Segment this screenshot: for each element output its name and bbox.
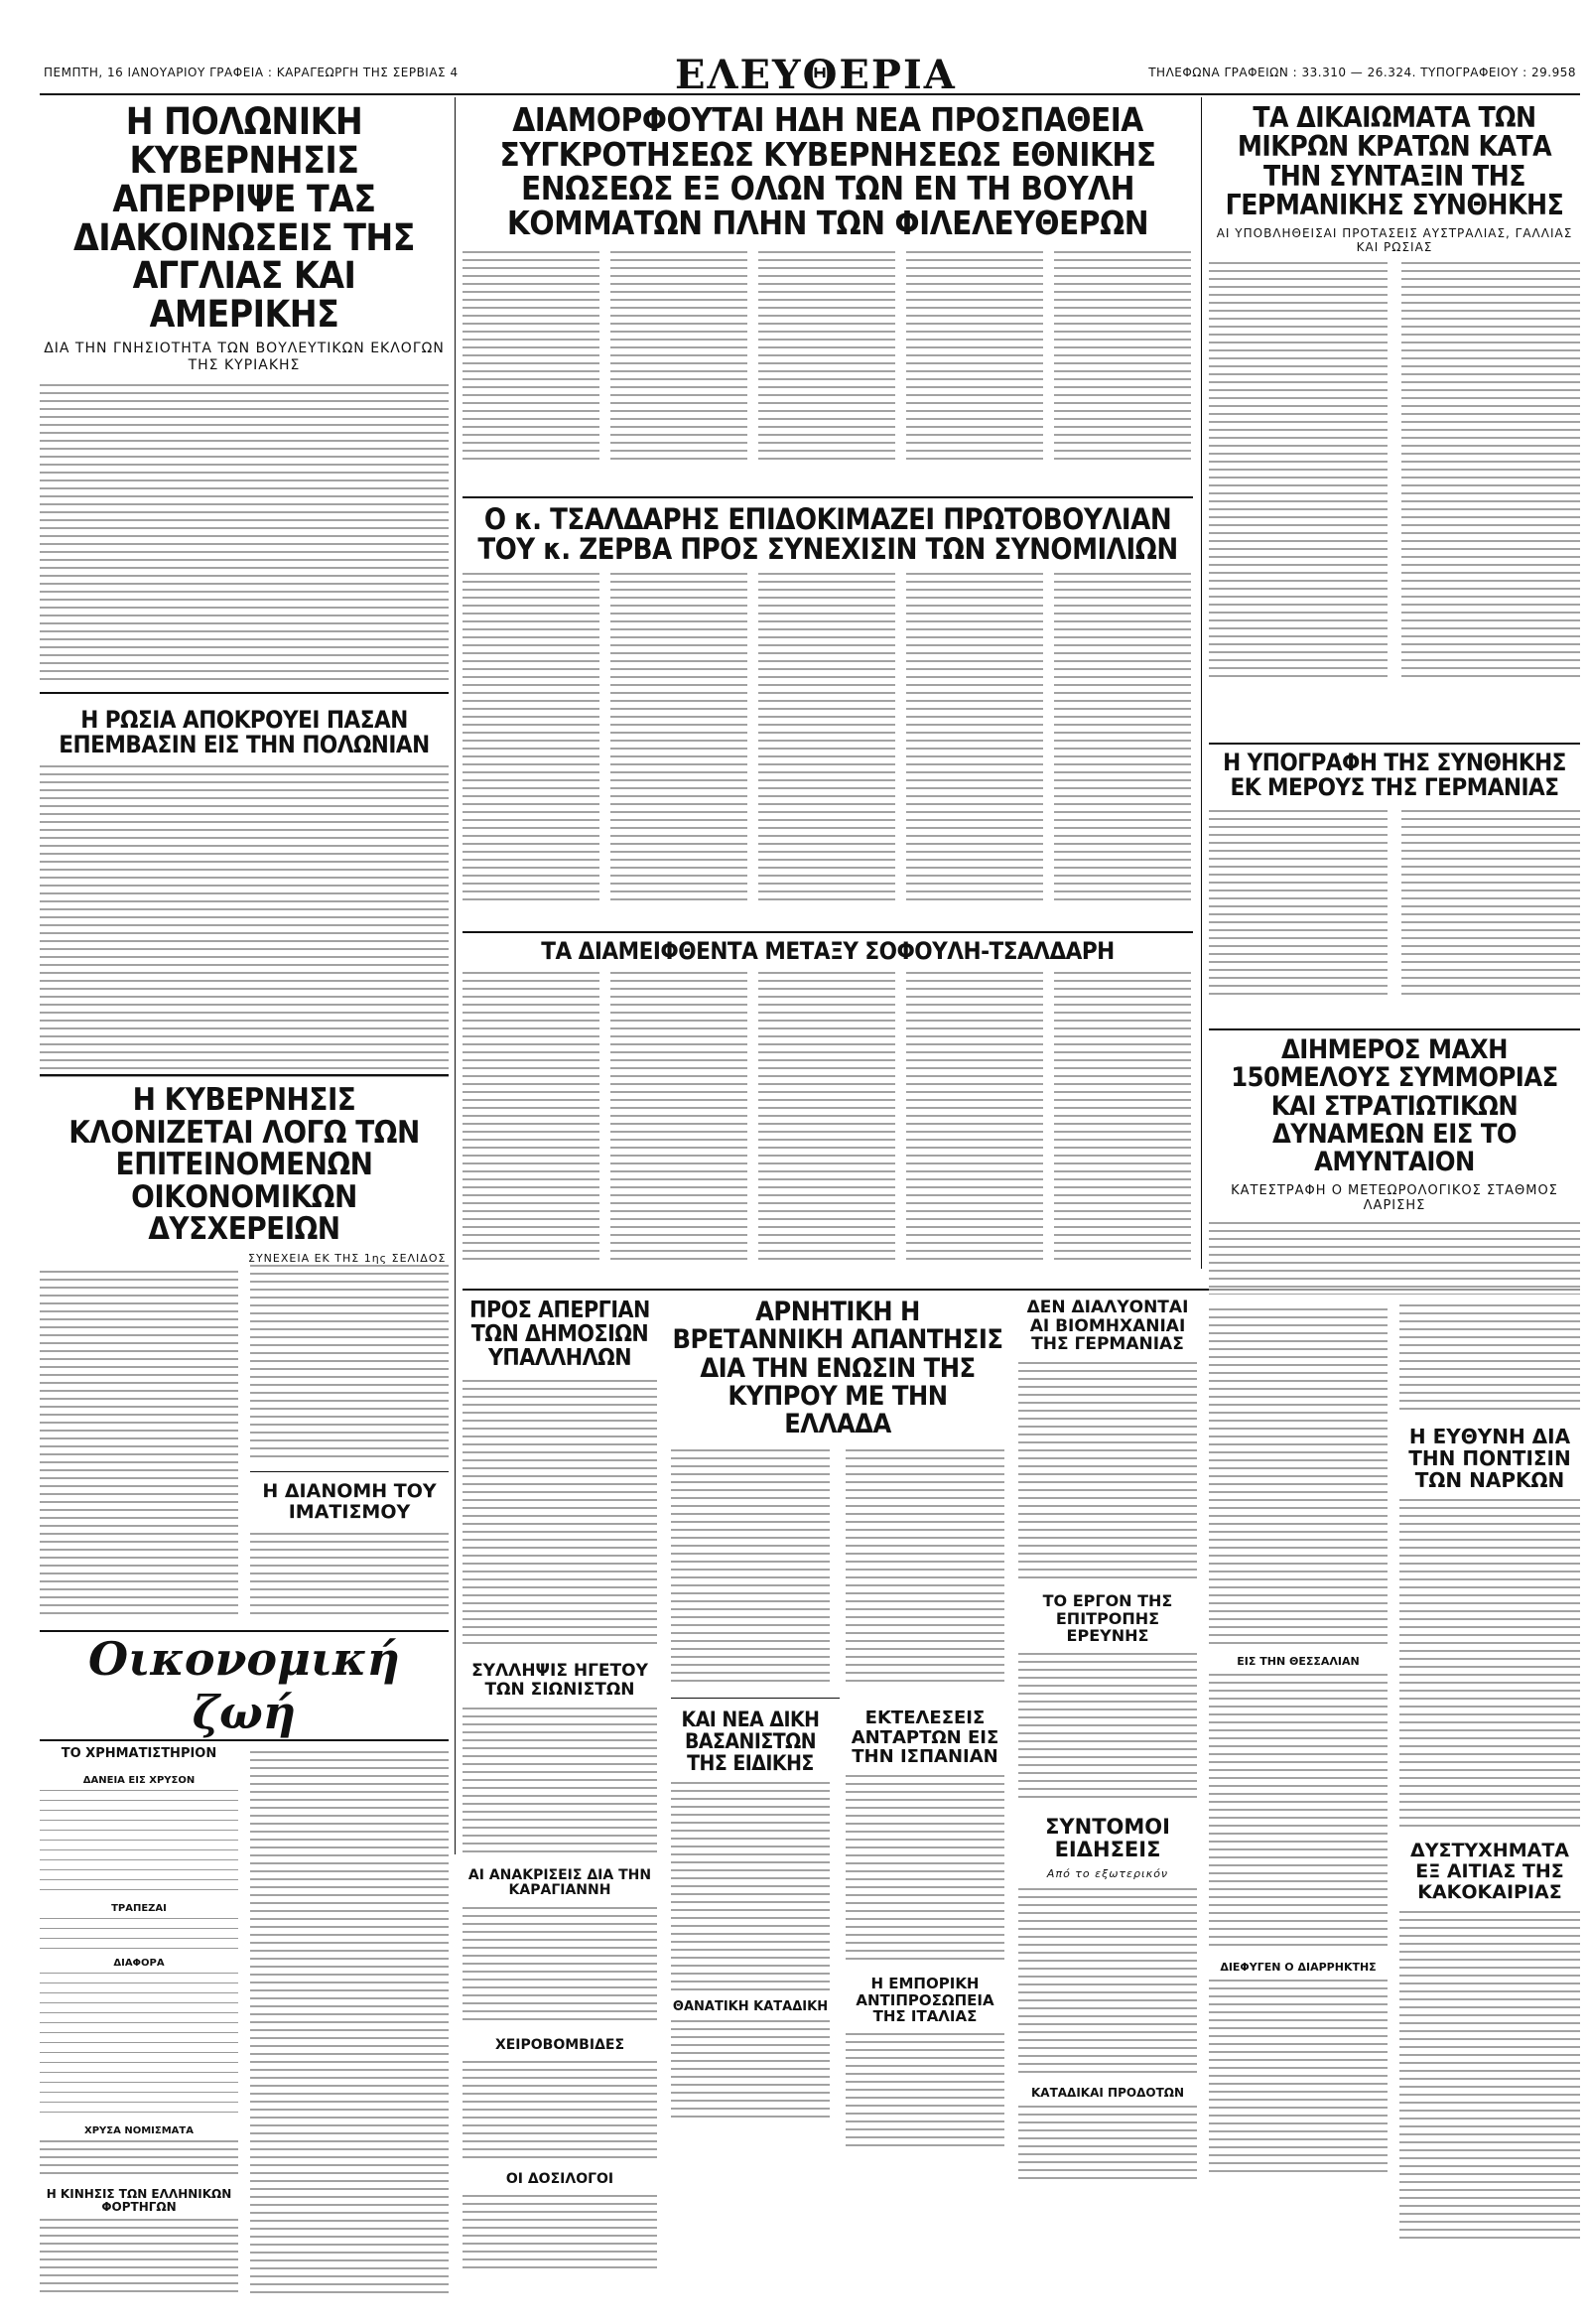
headline: Η ΕΜΠΟΡΙΚΗ ΑΝΤΙΠΡΟΣΩΠΕΙΑ ΤΗΣ ΙΤΑΛΙΑΣ (856, 1975, 994, 2026)
article-body (610, 251, 747, 460)
divider (40, 692, 449, 694)
article-tortures (671, 1709, 830, 2119)
article-columns (463, 573, 1193, 910)
gold-coins-title: ΧΡΥΣΑ ΝΟΜΙΣΜΑΤΑ (84, 2125, 194, 2137)
data-table (40, 1973, 238, 2121)
masthead-phones: ΤΗΛΕΦΩΝΑ ΓΡΑΦΕΙΩΝ : 33.310 — 26.324. ΤΥΠΟΓΡΑΦΕΙΟΥ : 29.958 (1148, 66, 1576, 79)
headline: ΚΑΤΑΔΙΚΑΙ ΠΡΟΔΟΤΩΝ (1031, 2086, 1184, 2101)
subheadline: ΔΙΑ ΤΗΝ ΓΝΗΣΙΟΤΗΤΑ ΤΩΝ ΒΟΥΛΕΥΤΙΚΩΝ ΕΚΛΟΓΩΝ ΤΗΣ ΚΥΡΙΑΚΗΣ (44, 341, 445, 373)
freight-title: Η ΚΙΝΗΣΙΣ ΤΩΝ ΕΛΛΗΝΙΚΩΝ ΦΟΡΤΗΓΩΝ (46, 2187, 232, 2215)
column-divider (455, 97, 456, 1854)
article-body (40, 1271, 238, 1620)
article-government (40, 1084, 449, 1620)
divider (463, 931, 1193, 933)
headline: ΔΕΝ ΔΙΑΛΥΟΝΤΑΙ ΑΙ ΒΙΟΜΗΧΑΝΙΑΙ ΤΗΣ ΓΕΡΜΑΝΙΑΣ (1026, 1299, 1189, 1355)
column-pontians (1399, 1299, 1580, 2301)
article-body (463, 1907, 657, 2026)
article-body (1209, 262, 1388, 679)
article-columns (1209, 262, 1580, 699)
headline: ΑΙ ΑΝΑΚΡΙΣΕΙΣ ΔΙΑ ΤΗΝ ΚΑΡΑΓΙΑΝΝΗ (467, 1866, 652, 1899)
headline: ΠΡΟΣ ΑΠΕΡΓΙΑΝ ΤΩΝ ΔΗΜΟΣΙΩΝ ΥΠΑΛΛΗΛΩΝ (469, 1299, 650, 1372)
article-columns (40, 1265, 449, 1620)
economy-section (40, 1630, 449, 2295)
headline: ΤΑ ΔΙΚΑΙΩΜΑΤΑ ΤΩΝ ΜΙΚΡΩΝ ΚΡΑΤΩΝ ΚΑΤΑ ΤΗΝ ΣΥΝΤΑΞΙΝ ΤΗΣ ΓΕΡΜΑΝΙΚΗΣ ΣΥΝΘΗΚΗΣ (1225, 103, 1564, 222)
divider (250, 1471, 449, 1472)
headline: ΣΥΝΤΟΜΟΙ ΕΙΔΗΣΕΙΣ (1045, 1814, 1170, 1861)
headline: ΣΥΛΛΗΨΙΣ ΗΓΕΤΟΥ ΤΩΝ ΣΙΩΝΙΣΤΩΝ (471, 1661, 648, 1701)
subheadline: ΚΑΤΕΣΤΡΑΦΗ Ο ΜΕΤΕΩΡΟΛΟΓΙΚΟΣ ΣΤΑΘΜΟΣ ΛΑΡΙΣΗΣ (1231, 1182, 1558, 1214)
article-body (1054, 972, 1191, 1260)
economy-columns (40, 1741, 449, 2295)
article-treaty (1209, 751, 1580, 1028)
headline: Η ΔΙΑΝΟΜΗ ΤΟΥ ΙΜΑΤΙΣΜΟΥ (262, 1479, 437, 1523)
article-body (1018, 2106, 1197, 2185)
article-body (250, 1751, 449, 2295)
headline: Ο κ. ΤΣΑΛΔΑΡΗΣ ΕΠΙΔΟΚΙΜΑΖΕΙ ΠΡΩΤΟΒΟΥΛΙΑΝ ΤΟΥ κ. ΖΕΡΒΑ ΠΡΟΣ ΣΥΝΕΧΙΣΙΝ ΤΩΝ ΣΥΝΟΜΙΛΙΩΝ (477, 504, 1178, 567)
article-body (1399, 1499, 1580, 1827)
article-body (1399, 1304, 1580, 1414)
column-divider (1201, 97, 1202, 1269)
article-body (463, 1708, 657, 1856)
divider (1209, 1028, 1580, 1030)
headline: ΕΙΣ ΤΗΝ ΘΕΣΣΑΛΙΑΝ (1237, 1655, 1360, 1668)
article-body (463, 2195, 657, 2274)
article-body (758, 972, 895, 1260)
article-body (906, 251, 1043, 460)
article-body (1209, 1222, 1580, 1295)
article-body (1054, 573, 1191, 900)
exchange-tables (40, 1747, 238, 2295)
headline: ΕΚΤΕΛΕΣΕΙΣ ΑΝΤΑΡΤΩΝ ΕΙΣ ΤΗΝ ΙΣΠΑΝΙΑΝ (851, 1707, 999, 1768)
article-body (1209, 1980, 1388, 2178)
newspaper-title: ΕΛΕΥΘΕΡΙΑ (675, 52, 957, 98)
main-headline: ΔΙΑΜΟΡΦΟΥΤΑΙ ΗΔΗ ΝΕΑ ΠΡΟΣΠΑΘΕΙΑ ΣΥΓΚΡΟΤΗΣΕΩΣ ΚΥΒΕΡΝΗΣΕΩΣ ΕΘΝΙΚΗΣ ΕΝΩΣΕΩΣ ΕΞ ΟΛΩΝ ΤΩΝ ΕΝ ΤΗ ΒΟΥΛΗ ΚΟΜΜΑΤΩΝ ΠΛΗΝ ΤΩΝ ΦΙΛΕΛΕΥΘΕΡΩΝ (499, 103, 1156, 242)
headline: ΤΑ ΔΙΑΜΕΙΦΘΕΝΤΑ ΜΕΤΑΞΥ ΣΟΦΟΥΛΗ-ΤΣΑΛΔΑΡΗ (541, 939, 1115, 965)
data-table (40, 1918, 238, 1954)
article-body (671, 1782, 830, 1990)
article-body (1209, 810, 1388, 999)
column-cyprus (671, 1299, 1004, 2301)
article-body (1401, 810, 1580, 999)
section-title: Οικονομική ζωή (88, 1632, 400, 1739)
headline: Η ΥΠΟΓΡΑΦΗ ΤΗΣ ΣΥΝΘΗΚΗΣ ΕΚ ΜΕΡΟΥΣ ΤΗΣ ΓΕΡΜΑΝΙΑΣ (1223, 751, 1566, 802)
article-body (463, 251, 599, 460)
headline: ΧΕΙΡΟΒΟΜΒΙΔΕΣ (494, 2036, 625, 2053)
article-body (846, 2033, 1004, 2152)
article-body (40, 765, 449, 1083)
exchange-title: ΤΟ ΧΡΗΜΑΤΙΣΤΗΡΙΟΝ (61, 1746, 217, 1761)
article-main (463, 103, 1193, 490)
continued-note: ΣΥΝΕΧΕΙΑ ΕΚ ΤΗΣ 1ης ΣΕΛΙΔΟΣ (248, 1251, 447, 1265)
article-body (1018, 1653, 1197, 1802)
column-germany (1018, 1299, 1197, 2301)
headline: ΔΙΗΜΕΡΟΣ ΜΑΧΗ 150ΜΕΛΟΥΣ ΣΥΜΜΟΡΙΑΣ ΚΑΙ ΣΤΡΑΤΙΩΤΙΚΩΝ ΔΥΝΑΜΕΩΝ ΕΙΣ ΤΟ ΑΜΥΝΤΑΙΟΝ (1231, 1036, 1558, 1178)
masthead-date-address: ΠΕΜΠΤΗ, 16 ΙΑΝΟΥΑΡΙΟΥ ΓΡΑΦΕΙΑ : ΚΑΡΑΓΕΩΡΓΗ ΤΗΣ ΣΕΡΒΙΑΣ 4 (44, 66, 459, 79)
article-body (906, 972, 1043, 1260)
banks-title: ΤΡΑΠΕΖΑΙ (111, 1903, 167, 1915)
article-body (1054, 251, 1191, 460)
divider (1209, 743, 1580, 745)
article-body (1209, 1674, 1388, 1952)
headline: ΟΙ ΔΟΣΙΛΟΓΟΙ (505, 2170, 614, 2187)
article-columns (671, 1449, 1004, 1698)
article-body (846, 1449, 1004, 1688)
gold-loans-title: ΔΑΝΕΙΑ ΕΙΣ ΧΡΥΣΟΝ (82, 1775, 196, 1787)
article-body (250, 1265, 449, 1463)
divider (40, 1074, 449, 1076)
article-body (463, 573, 599, 900)
article-columns (463, 251, 1193, 470)
headline: ΚΑΙ ΝΕΑ ΔΙΚΗ ΒΑΣΑΝΙΣΤΩΝ ΤΗΣ ΕΙΔΙΚΗΣ (681, 1707, 820, 1775)
column-thessaly (1209, 1299, 1388, 2301)
headline: ΔΙΕΦΥΓΕΝ Ο ΔΙΑΡΡΗΚΤΗΣ (1220, 1961, 1377, 1975)
article-body (250, 1533, 449, 1620)
article-tsaldaris (463, 504, 1193, 971)
article-body (846, 1775, 1004, 1964)
article-body (40, 2219, 238, 2295)
article-polish (40, 103, 449, 1116)
headline: Η ΕΥΘΥΝΗ ΔΙΑ ΤΗΝ ΠΟΝΤΙΣΙΝ ΤΩΝ ΝΑΡΚΩΝ (1408, 1425, 1571, 1492)
headline: ΤΟ ΕΡΓΟΝ ΤΗΣ ΕΠΙΤΡΟΠΗΣ ΕΡΕΥΝΗΣ (1042, 1591, 1173, 1646)
divider (40, 1630, 449, 1632)
article-executions (846, 1709, 1004, 2152)
column-strikes (463, 1299, 657, 2301)
headline: ΑΡΝΗΤΙΚΗ Η ΒΡΕΤΑΝΝΙΚΗ ΑΠΑΝΤΗΣΙΣ ΔΙΑ ΤΗΝ ΕΝΩΣΙΝ ΤΗΣ ΚΥΠΡΟΥ ΜΕ ΤΗΝ ΕΛΛΑΔΑ (672, 1299, 1003, 1440)
article-body (40, 2140, 238, 2180)
article-body (1018, 1362, 1197, 1580)
subheadline: Από το εξωτερικόν (1046, 1867, 1169, 1881)
headline: ΘΑΝΑΤΙΚΗ ΚΑΤΑΔΙΚΗ (672, 1998, 829, 2014)
article-body (906, 573, 1043, 900)
article-body (1401, 262, 1580, 679)
article-body (1399, 1911, 1580, 2239)
headline: Η ΡΩΣΙΑ ΑΠΟΚΡΟΥΕΙ ΠΑΣΑΝ ΕΠΕΜΒΑΣΙΝ ΕΙΣ ΤΗΝ ΠΟΛΩΝΙΑΝ (59, 705, 430, 758)
article-sofoulis (463, 939, 1193, 1297)
article-battle (1209, 1036, 1580, 1295)
article-body (610, 573, 747, 900)
article-body (758, 251, 895, 460)
article-body (610, 972, 747, 1260)
article-body (1209, 1308, 1388, 1646)
newspaper-page (40, 52, 1580, 2311)
subheadline: ΑΙ ΥΠΟΒΛΗΘΕΙΣΑΙ ΠΡΟΤΑΣΕΙΣ ΑΥΣΤΡΑΛΙΑΣ, ΓΑΛΛΙΑΣ ΚΑΙ ΡΩΣΙΑΣ (1216, 225, 1573, 254)
article-body (463, 972, 599, 1260)
headline: Η ΠΟΛΩΝΙΚΗ ΚΥΒΕΡΝΗΣΙΣ ΑΠΕΡΡΙΨΕ ΤΑΣ ΔΙΑΚΟΙΝΩΣΕΙΣ ΤΗΣ ΑΓΓΛΙΑΣ ΚΑΙ ΑΜΕΡΙΚΗΣ (72, 103, 416, 337)
article-body (758, 573, 895, 900)
divider (463, 496, 1193, 498)
article-body (671, 2020, 830, 2119)
article-body (671, 1449, 830, 1688)
article-small-states (1209, 103, 1580, 739)
article-columns (1209, 810, 1580, 1009)
lower-columns (671, 1699, 1004, 2284)
article-body (463, 2061, 657, 2160)
article-columns (463, 972, 1193, 1270)
headline: ΔΥΣΤΥΧΗΜΑΤΑ ΕΞ ΑΙΤΙΑΣ ΤΗΣ ΚΑΚΟΚΑΙΡΙΑΣ (1410, 1840, 1569, 1903)
article-body (1018, 1888, 1197, 2077)
headline: Η ΚΥΒΕΡΝΗΣΙΣ ΚΛΟΝΙΖΕΤΑΙ ΛΟΓΩ ΤΩΝ ΕΠΙΤΕΙΝΟΜΕΝΩΝ ΟΙΚΟΝΟΜΙΚΩΝ ΔΥΣΧΕΡΕΙΩΝ (68, 1084, 420, 1248)
masthead (40, 52, 1580, 98)
data-table (40, 1790, 238, 1899)
article-body (463, 1380, 657, 1648)
article-body (40, 384, 449, 682)
various-title: ΔΙΑΦΟΡΑ (113, 1958, 165, 1970)
